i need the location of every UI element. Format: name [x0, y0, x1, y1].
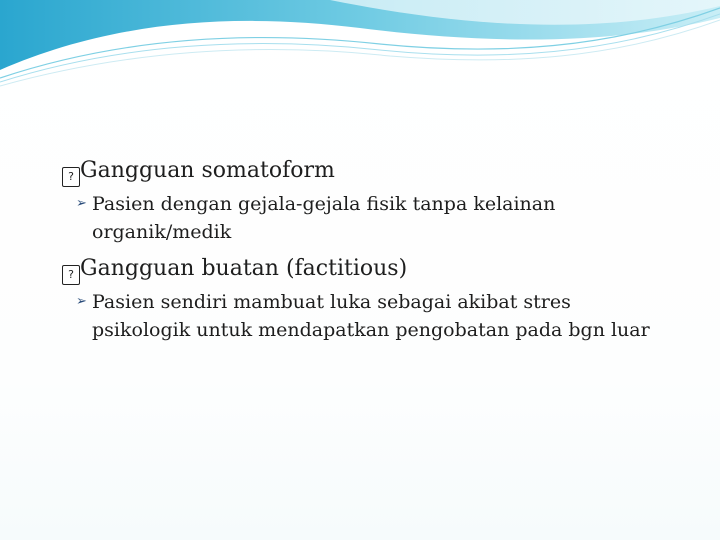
- missing-glyph-bullet-icon: ?: [62, 265, 80, 285]
- arrow-bullet-icon: ➢: [76, 196, 87, 211]
- sub-bullet-text: Pasien dengan gejala-gejala fisik tanpa kelainan organik/medik: [92, 193, 556, 243]
- missing-glyph-bullet-icon: ?: [62, 167, 80, 187]
- arrow-bullet-icon: ➢: [76, 294, 87, 309]
- bullet-item-2: [62, 254, 702, 284]
- sub-bullet-item-1: [76, 190, 656, 246]
- wave-swoosh-icon: [0, 0, 720, 90]
- bullet-heading: Gangguan buatan (factitious): [80, 256, 408, 281]
- sub-bullet-text: Pasien sendiri mambuat luka sebagai akibat stres psikologik untuk mendapatkan pengobatan pada bgn luar: [92, 291, 650, 341]
- slide-content: [62, 156, 702, 350]
- bullet-heading: Gangguan somatoform: [80, 158, 335, 183]
- bullet-item-1: [62, 156, 702, 186]
- sub-bullet-item-2: [76, 288, 656, 344]
